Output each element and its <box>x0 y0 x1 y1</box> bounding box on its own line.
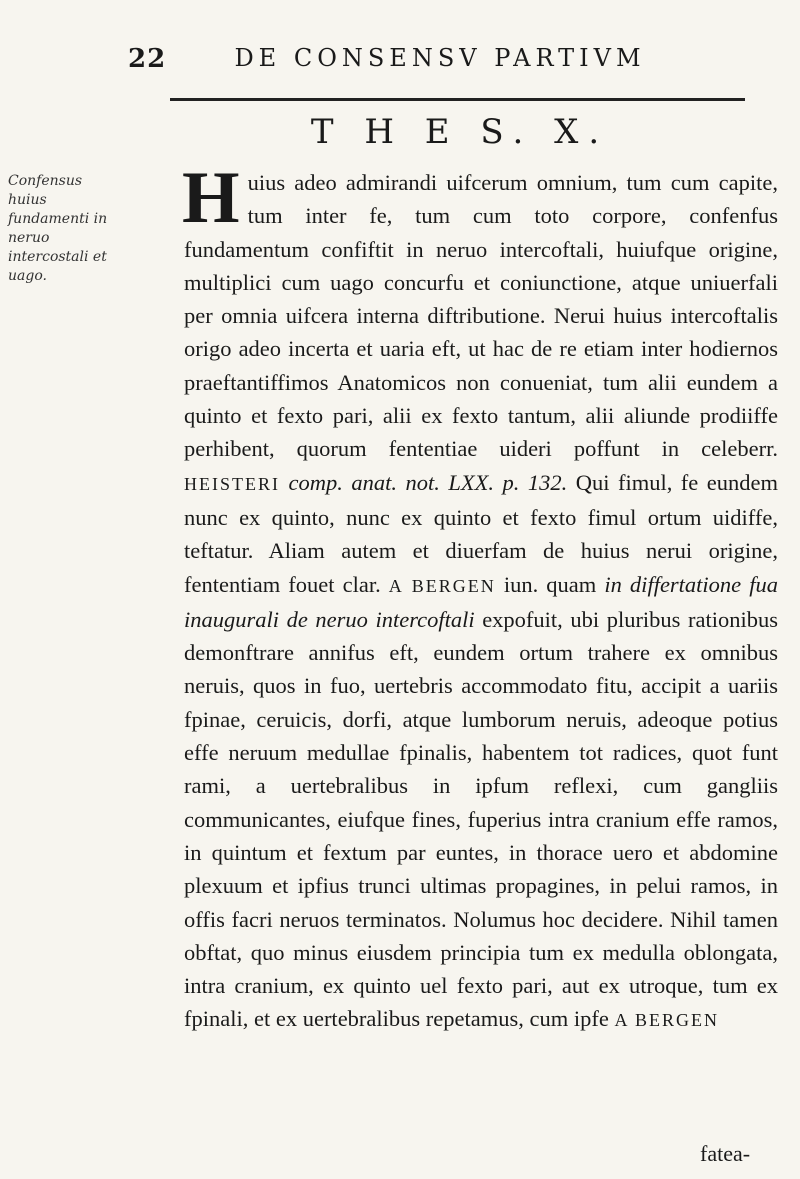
paragraph-part-4: expofuit, ubi pluribus rationibus demonftrare annifus eft, eundem ortum trahere ex omnibus neruis, quos in fuo, uertebris accommodato fitu, accipit a uariis fpinae, ceruicis, dorfi, atque lumborum neruis, adeoque potius effe neruum medullae fpinalis, habentem tot radices, quot funt rami, a uertebralibus in ipfum reflexi, cum gangliis communicantes, eiufque fines, fuperius intra cranium effe ramos, in quintum et fextum par euntes, in thorace uero et abdomine plexuum et ipfius trunci ultimas propagines, in pelui ramos, in offis facri neruos terminatos. Nolumus hoc decidere. Nihil tamen obftat, quo minus eiusdem principia tum ex medulla oblongata, intra cranium, ex quinto uel fexto pari, aut ex utroque, tum ex fpinali, et ex uertebralibus repetamus, cum ipfe <box>184 606 778 1032</box>
paragraph-part-2: Qui fimul, fe eundem nunc ex quinto, nunc ex quinto et fexto fimul ortum uidiffe, teftatur. Aliam autem et diuerfam de huius nerui origine, fententiam fouet clar. <box>184 469 779 597</box>
margin-note: Confensus huius fundamenti in neruo intercostali et uago. <box>8 173 108 284</box>
section-title: T H E S. X. <box>310 112 610 152</box>
paragraph-part-1: uius adeo admirandi uifcerum omnium, tum cum capite, tum inter fe, tum cum toto corpore, confenfus fundamentum confiftit in neruo intercoftali, huiufque origine, multiplici cum uago concurfu et coniunctione, atque uniuerfali per omnia uifcera interna diftributione. Nerui huius intercoftalis origo adeo incerta et uaria eft, ut hac de re etiam inter hodiernos praeftantiffimos Anatomicos non conueniat, tum alii eundem a quinto et fexto pari, alii ex fexto tantum, alii aliunde prodiiffe perhibent, quorum fententiae uideri poffunt in celeberr. <box>184 170 778 462</box>
drop-cap: H <box>182 157 240 239</box>
citation-bergen: in differtatione fua inaugurali de neruo intercoftali <box>184 571 779 632</box>
page-header <box>120 44 760 72</box>
running-title: DE CONSENSV PARTIVM <box>234 44 646 72</box>
author-bergen: A BERGEN <box>388 575 496 596</box>
author-bergen-2: A BERGEN <box>614 1010 719 1031</box>
catchword: fatea- <box>700 1141 751 1166</box>
body-text <box>182 157 779 1038</box>
author-heisteri: HEISTERI <box>184 473 280 494</box>
paragraph-part-3: iun. quam <box>503 571 597 597</box>
header-rule <box>170 98 745 101</box>
citation-heisteri: comp. anat. not. LXX. p. 132. <box>288 469 568 495</box>
page-number: 22 <box>128 44 167 74</box>
